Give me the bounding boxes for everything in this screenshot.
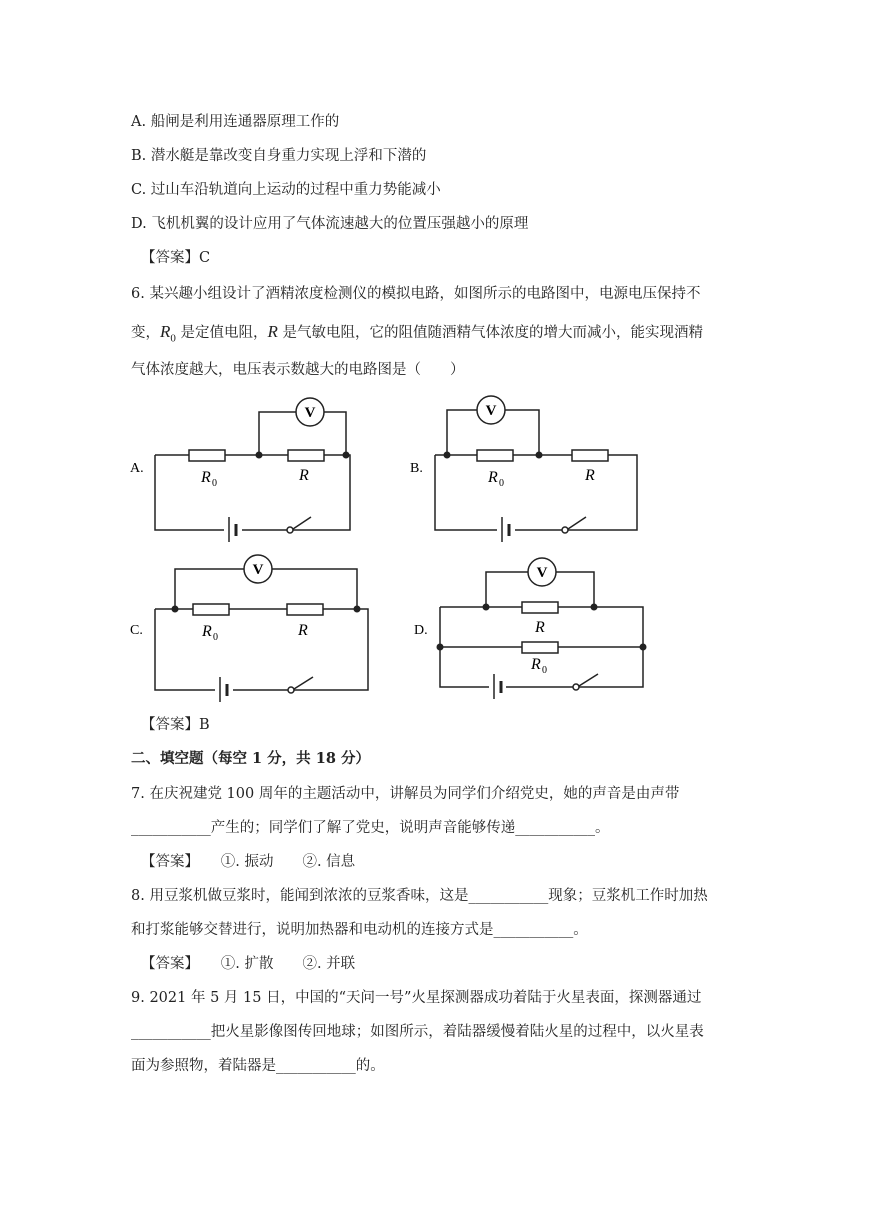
resistor-r [572, 450, 608, 461]
circuit-b [405, 395, 655, 545]
switch-blade [579, 674, 598, 686]
junction-dot [536, 452, 543, 459]
r-symbol: R [267, 322, 278, 341]
wire [155, 455, 350, 530]
junction-dot [591, 604, 598, 611]
junction-dot [354, 606, 361, 613]
q5-option-c: C. 过山车沿轨道向上运动的过程中重力势能减小 [131, 182, 441, 198]
q7-line1: 7. 在庆祝建党 100 周年的主题活动中，讲解员为同学们介绍党史，她的声音是由声带 [131, 786, 680, 802]
junction-dot [437, 644, 444, 651]
switch-pivot [562, 527, 568, 533]
r0-symbol: $R_0$ [160, 322, 176, 345]
switch-blade [568, 517, 586, 529]
junction-dot [640, 644, 647, 651]
resistor-r [288, 450, 324, 461]
q6-answer: 【答案】B [141, 717, 210, 733]
voltmeter-label: V [252, 562, 264, 578]
q9-line3: 面为参照物，着陆器是___________的。 [131, 1058, 385, 1074]
circuit-d [410, 555, 660, 705]
voltmeter-label: V [536, 565, 548, 581]
wire [155, 455, 224, 530]
q5-answer: 【答案】C [141, 250, 211, 266]
q5-option-d: D. 飞机机翼的设计应用了气体流速越大的位置压强越小的原理 [131, 216, 529, 232]
r-label: R [299, 467, 309, 484]
junction-dot [172, 606, 179, 613]
junction-dot [343, 452, 350, 459]
q6-line1: 6. 某兴趣小组设计了酒精浓度检测仪的模拟电路，如图所示的电路图中，电源电压保持不 [131, 286, 701, 302]
q6-line2: 变，$R_0$ 是定值电阻，R 是气敏电阻，它的阻值随酒精气体浓度的增大而减小，能实现酒精 [131, 322, 703, 345]
junction-dot [256, 452, 263, 459]
q8-line1: 8. 用豆浆机做豆浆时，能闻到浓浓的豆浆香味，这是___________现象；豆浆机工作时加热 [131, 888, 708, 904]
switch-blade [293, 517, 311, 529]
q5-option-b: B. 潜水艇是靠改变自身重力实现上浮和下潜的 [131, 148, 427, 164]
resistor-r [287, 604, 323, 615]
q7-line2: ___________产生的；同学们了解了党史，说明声音能够传递___________。 [131, 820, 610, 836]
wire [155, 609, 368, 690]
r-label: R [298, 622, 308, 639]
voltmeter-label: V [304, 405, 316, 421]
r0-subscript: 0 [542, 665, 547, 676]
switch-pivot [287, 527, 293, 533]
circuit-a [125, 395, 375, 545]
r0-subscript: 0 [499, 478, 504, 489]
option-label-b: B. [410, 461, 423, 476]
switch-pivot [288, 687, 294, 693]
voltmeter-label: V [485, 403, 497, 419]
r0-subscript: 0 [212, 478, 217, 489]
r-label: R [535, 619, 545, 636]
section2-title: 二、填空题（每空 1 分，共 18 分） [131, 750, 370, 767]
resistor-r [522, 602, 558, 613]
r-label: R [585, 467, 595, 484]
q5-option-a: A. 船闸是利用连通器原理工作的 [131, 114, 340, 130]
resistor-r0 [477, 450, 513, 461]
q7-answer: 【答案】 ①. 振动 ②. 信息 [141, 854, 356, 870]
q8-answer: 【答案】 ①. 扩散 ②. 并联 [141, 956, 356, 972]
junction-dot [444, 452, 451, 459]
q8-line2: 和打浆能够交替进行，说明加热器和电动机的连接方式是___________。 [131, 922, 588, 938]
wire [435, 455, 497, 530]
junction-dot [483, 604, 490, 611]
r0-label: R [201, 469, 211, 486]
q9-line2: ___________把火星影像图传回地球；如图所示，着陆器缓慢着陆火星的过程中，以火星表 [131, 1024, 704, 1040]
r0-subscript: 0 [213, 632, 218, 643]
resistor-r0 [193, 604, 229, 615]
r0-label: R [531, 656, 541, 673]
q9-line1: 9. 2021 年 5 月 15 日，中国的“天问一号”火星探测器成功着陆于火星表面，探测器通过 [131, 990, 702, 1006]
q6-line3: 气体浓度越大，电压表示数越大的电路图是（ ） [131, 362, 465, 378]
r0-label: R [202, 623, 212, 640]
switch-pivot [573, 684, 579, 690]
option-label-a: A. [130, 461, 144, 476]
switch-blade [294, 677, 313, 689]
option-label-d: D. [414, 623, 428, 638]
resistor-r0 [189, 450, 225, 461]
resistor-r0 [522, 642, 558, 653]
wire [435, 455, 637, 530]
circuit-c [125, 553, 385, 703]
option-label-c: C. [130, 623, 143, 638]
wire [155, 609, 215, 690]
r0-label: R [488, 469, 498, 486]
